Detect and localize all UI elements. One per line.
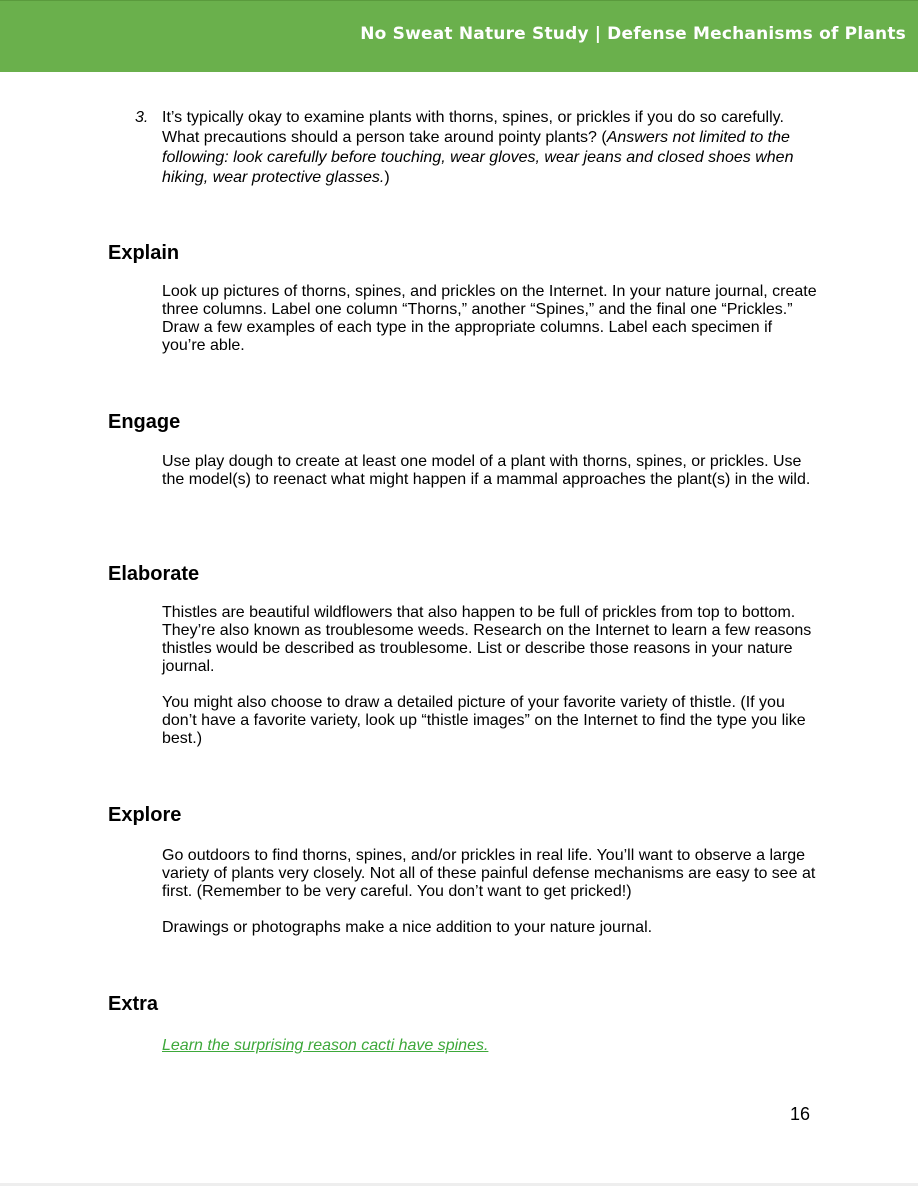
- heading-explain: Explain: [108, 242, 180, 264]
- header-title: [360, 24, 906, 44]
- heading-elaborate: Elaborate: [108, 563, 200, 585]
- cacti-spines-link[interactable]: Learn the surprising reason cacti have spines.: [162, 1037, 489, 1054]
- elaborate-paragraph-2: You might also choose to draw a detailed picture of your favorite variety of thistle. (If you don’t have a favorite variety, look up “thistle images” on the Internet to find the type you like best.): [162, 694, 806, 747]
- heading-explore: Explore: [108, 804, 182, 826]
- explain-paragraph: Look up pictures of thorns, spines, and prickles on the Internet. In your nature journal, create three columns. Label one column “Thorns,” another “Spines,” and the final one “Prickles.” Draw a few examples of each type in the appropriate columns. Label each specimen if you’re able.: [162, 283, 817, 354]
- explore-paragraph-1: Go outdoors to find thorns, spines, and/or prickles in real life. You’ll want to observe a large variety of plants very closely. Not all of these painful defense mechanisms are easy to see at first. (Remember to be very careful. You don’t want to get pricked!): [162, 847, 816, 900]
- heading-engage: Engage: [108, 411, 181, 433]
- elaborate-paragraph-1: Thistles are beautiful wildflowers that also happen to be full of prickles from top to bottom. They’re also known as troublesome weeds. Research on the Internet to learn a few reasons thistles would be described as troublesome. List or describe those reasons in your nature journal.: [162, 604, 812, 675]
- question-intro: It’s typically okay to examine plants with thorns, spines, or prickles if you do so carefully. What precautions should a person take around pointy plants? (: [162, 109, 784, 146]
- question-answer: Answers not limited to the following: look carefully before touching, wear gloves, wear jeans and closed shoes when hiking, wear protective glasses.: [162, 129, 794, 186]
- header-topic: Defense Mechanisms of Plants: [607, 24, 906, 44]
- page-number: 16: [789, 1104, 810, 1124]
- question-close: ): [384, 169, 390, 186]
- explore-paragraph-2: Drawings or photographs make a nice addition to your nature journal.: [162, 919, 653, 936]
- header-bar: [0, 0, 918, 72]
- engage-paragraph: Use play dough to create at least one model of a plant with thorns, spines, or prickles. Use the model(s) to reenact what might happen if a mammal approaches the plant(s) in the wild.: [162, 453, 811, 488]
- heading-extra: Extra: [108, 993, 159, 1015]
- question-text: [162, 108, 802, 188]
- header-series: No Sweat Nature Study: [360, 24, 589, 44]
- question-number: 3.: [135, 109, 149, 126]
- header-separator: |: [594, 24, 602, 44]
